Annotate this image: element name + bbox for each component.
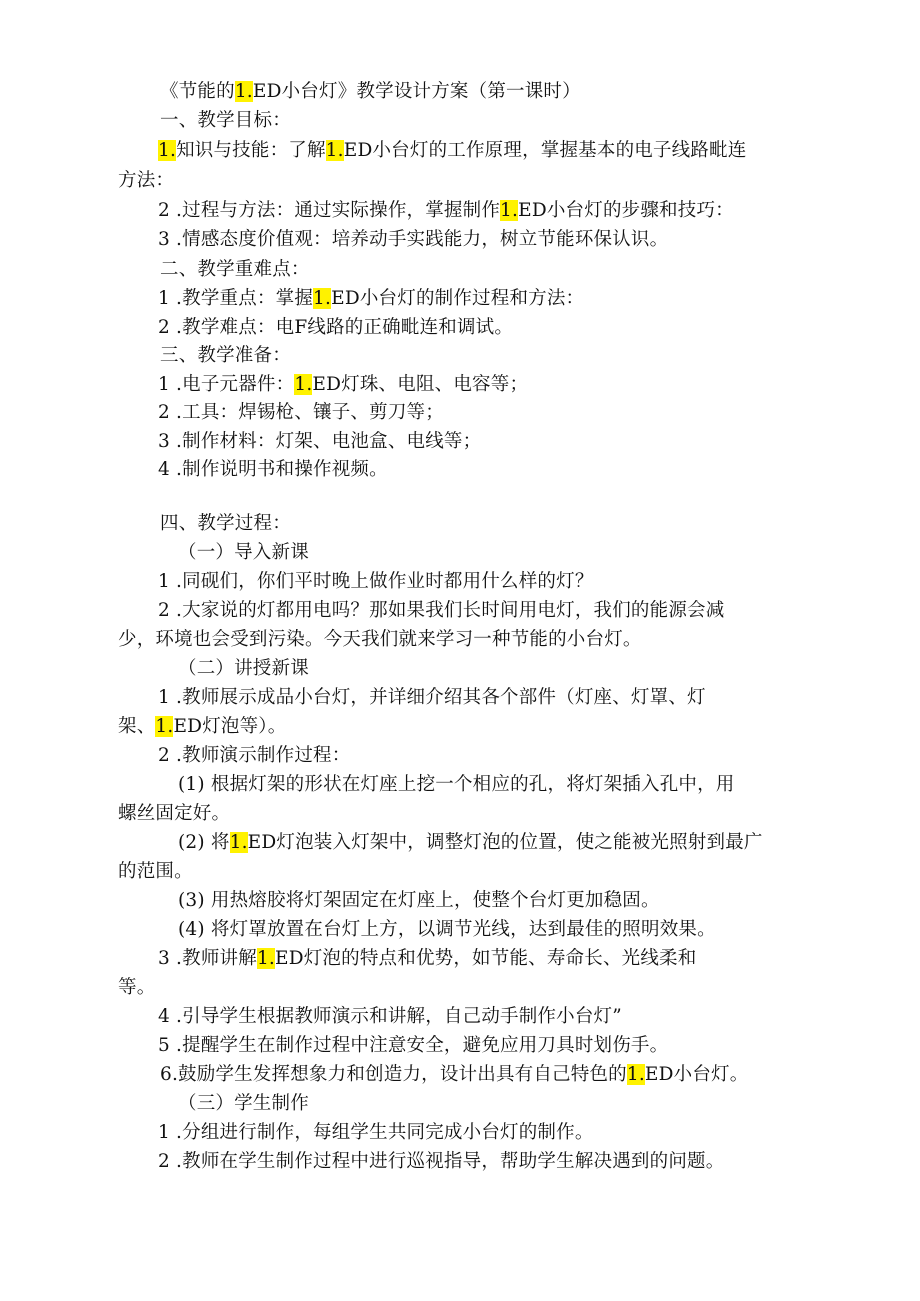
document-line bbox=[158, 456, 388, 484]
document-line bbox=[158, 1148, 724, 1176]
document-line bbox=[160, 510, 291, 538]
text-run: ED灯珠、电阻、电容等； bbox=[312, 374, 529, 395]
document-line bbox=[158, 684, 706, 712]
document-line bbox=[158, 428, 481, 456]
document-line bbox=[118, 167, 174, 195]
document-line bbox=[178, 916, 716, 944]
document-line bbox=[178, 1090, 309, 1118]
document-line bbox=[158, 371, 528, 399]
document-line bbox=[158, 285, 584, 313]
document-line bbox=[160, 78, 581, 106]
highlighted-text: 1. bbox=[234, 81, 253, 102]
document-line bbox=[160, 256, 310, 284]
text-run: 6.鼓励学生发挥想象力和创造力，设计出具有自己特色的 bbox=[160, 1064, 627, 1085]
text-run: 三、教学准备： bbox=[160, 345, 291, 366]
text-run: 2 .过程与方法：通过实际操作，掌握制作 bbox=[158, 200, 501, 221]
text-run: 2 .教师在学生制作过程中进行巡视指导，帮助学生解决遇到的问题。 bbox=[158, 1151, 725, 1172]
text-run: 1 .教师展示成品小台灯，并详细介绍其各个部件（灯座、灯罩、灯 bbox=[158, 687, 706, 708]
text-run: ED小台灯。 bbox=[644, 1064, 749, 1085]
document-line bbox=[158, 945, 696, 973]
document-line bbox=[158, 568, 594, 596]
text-run: ED小台灯》教学设计方案（第一课时） bbox=[252, 81, 581, 102]
highlighted-text: 1. bbox=[294, 374, 313, 395]
document-line bbox=[158, 314, 513, 342]
document-line bbox=[158, 399, 444, 427]
text-run: 少，环境也会受到污染。今天我们就来学习一种节能的小台灯。 bbox=[118, 629, 642, 650]
text-run: 2 .工具：焊锡枪、镶子、剪刀等； bbox=[158, 402, 444, 423]
text-run: ED小台灯的制作过程和方法： bbox=[331, 288, 585, 309]
text-run: 四、教学过程： bbox=[160, 513, 291, 534]
text-run: 3 .制作材料：灯架、电池盒、电线等； bbox=[158, 431, 482, 452]
text-run: 3 .情感态度价值观：培养动手实践能力，树立节能环保认识。 bbox=[158, 229, 669, 250]
text-run: ED灯泡的特点和优势，如节能、寿命长、光线柔和 bbox=[275, 948, 697, 969]
text-run: 2 .教师演示制作过程： bbox=[158, 745, 351, 766]
document-line bbox=[158, 197, 734, 225]
highlighted-text: 1. bbox=[229, 832, 248, 853]
document-line bbox=[158, 1032, 668, 1060]
text-run: 方法： bbox=[118, 170, 175, 191]
highlighted-text: 1. bbox=[313, 288, 332, 309]
text-run: 《节能的 bbox=[160, 81, 235, 102]
text-run: （二）讲授新课 bbox=[178, 658, 309, 679]
text-run: ED小台灯的步骤和技巧： bbox=[518, 200, 734, 221]
document-line bbox=[158, 1003, 622, 1031]
document-line bbox=[158, 1119, 594, 1147]
text-run: 2 .大家说的灯都用电吗？那如果我们长时间用电灯，我们的能源会减 bbox=[158, 600, 725, 621]
highlighted-text: 1. bbox=[155, 716, 174, 737]
document-line bbox=[178, 829, 763, 857]
text-run: 二、教学重难点： bbox=[160, 259, 310, 280]
document-line bbox=[158, 597, 724, 625]
highlighted-text: 1. bbox=[256, 948, 275, 969]
text-run: ED灯泡装入灯架中，调整灯泡的位置，使之能被光照射到最广 bbox=[247, 832, 763, 853]
highlighted-text: 1. bbox=[158, 140, 177, 161]
document-line bbox=[158, 742, 350, 770]
text-run: 的范围。 bbox=[118, 861, 193, 882]
text-run: (1) 根据灯架的形状在灯座上挖一个相应的孔，将灯架插入孔中，用 bbox=[178, 774, 735, 795]
document-line bbox=[178, 539, 309, 567]
document-line bbox=[118, 626, 642, 654]
text-run: 4 .制作说明书和操作视频。 bbox=[158, 459, 388, 480]
text-run: 一、教学目标： bbox=[160, 110, 291, 131]
text-run: （三）学生制作 bbox=[178, 1093, 309, 1114]
text-run: (3) 用热熔胶将灯架固定在灯座上，使整个台灯更加稳固。 bbox=[178, 890, 660, 911]
text-run: （一）导入新课 bbox=[178, 542, 309, 563]
text-run: 知识与技能：了解 bbox=[176, 140, 326, 161]
text-run: 等。 bbox=[118, 977, 156, 998]
document-line bbox=[178, 655, 309, 683]
text-run: 1 .电子元器件： bbox=[158, 374, 295, 395]
text-run: (2) 将 bbox=[178, 832, 230, 853]
highlighted-text: 1. bbox=[626, 1064, 645, 1085]
document-line bbox=[158, 137, 746, 165]
document-line bbox=[160, 342, 291, 370]
highlighted-text: 1. bbox=[325, 140, 344, 161]
text-run: 1 .同砚们，你们平时晚上做作业时都用什么样的灯？ bbox=[158, 571, 594, 592]
document-line bbox=[158, 226, 668, 254]
text-run: 1 .分组进行制作，每组学生共同完成小台灯的制作。 bbox=[158, 1122, 594, 1143]
document-line bbox=[118, 858, 193, 886]
document-line bbox=[118, 800, 230, 828]
text-run: 螺丝固定好。 bbox=[118, 803, 231, 824]
text-run: 4 .引导学生根据教师演示和讲解，自己动手制作小台灯” bbox=[158, 1006, 622, 1027]
text-run: 5 .提醒学生在制作过程中注意安全，避免应用刀具时划伤手。 bbox=[158, 1035, 669, 1056]
document-line bbox=[160, 107, 291, 135]
text-run: 架、 bbox=[118, 716, 156, 737]
text-run: 3 .教师讲解 bbox=[158, 948, 257, 969]
document-line bbox=[178, 887, 660, 915]
text-run: 1 .教学重点：掌握 bbox=[158, 288, 314, 309]
text-run: ED灯泡等）。 bbox=[173, 716, 287, 737]
text-run: 2 .教学难点：电F线路的正确毗连和调试。 bbox=[158, 317, 514, 338]
text-run: ED小台灯的工作原理，掌握基本的电子线路毗连 bbox=[343, 140, 747, 161]
document-line bbox=[160, 1061, 748, 1089]
text-run: (4) 将灯罩放置在台灯上方，以调节光线，达到最佳的照明效果。 bbox=[178, 919, 716, 940]
document-line bbox=[118, 713, 286, 741]
document-line bbox=[118, 974, 155, 1002]
document-line bbox=[178, 771, 735, 799]
highlighted-text: 1. bbox=[500, 200, 519, 221]
